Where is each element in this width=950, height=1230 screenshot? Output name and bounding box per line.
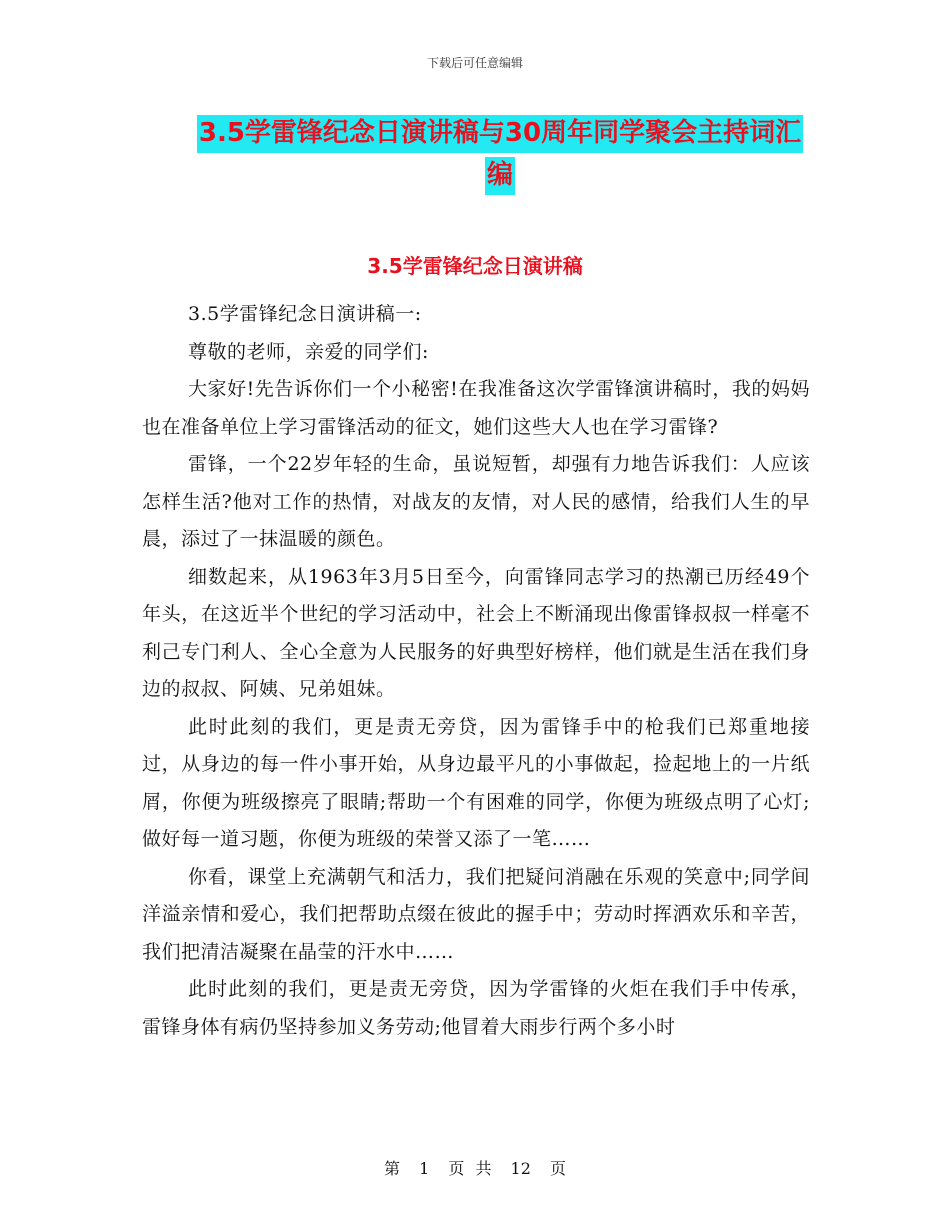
page-footer [0,1156,950,1179]
footer-middle: 页 共 [448,1159,492,1178]
paragraph: 大家好!先告诉你们一个小秘密!在我准备这次学雷锋演讲稿时，我的妈妈也在准备单位上学习雷锋活动的征文，她们这些大人也在学习雷锋? [142,378,810,438]
paragraph: 细数起来，从1963年3月5日至今，向雷锋同志学习的热潮已历经49个年头，在这近半个世纪的学习活动中，社会上不断涌现出像雷锋叔叔一样毫不利己专门利人、全心全意为人民服务的好典型好榜样，他们就是生活在我们身边的叔叔、阿姨、兄弟姐妹。 [142,565,810,700]
header-note: 下载后可任意编辑 [426,56,523,70]
paragraph: 此时此刻的我们，更是责无旁贷，因为雷锋手中的枪我们已郑重地接过，从身边的每一件小事开始，从身边最平凡的小事做起，捡起地上的一片纸屑，你便为班级擦亮了眼睛;帮助一个有困难的同学，你便为班级点明了心灯;做好每一道习题，你便为班级的荣誉又添了一笔…… [142,715,810,850]
section-title: 3.5学雷锋纪念日演讲稿 [367,254,583,278]
footer-prefix: 第 [383,1159,400,1178]
paragraph: 3.5学雷锋纪念日演讲稿一: [188,303,422,325]
footer-total-pages: 12 [510,1159,531,1178]
paragraph: 尊敬的老师，亲爱的同学们: [188,340,429,363]
paragraph: 你看，课堂上充满朝气和活力，我们把疑问消融在乐观的笑意中;同学间洋溢亲情和爱心，我们把帮助点缀在彼此的握手中；劳动时挥洒欢乐和辛苦，我们把清洁凝聚在晶莹的汗水中…… [142,865,810,963]
footer-page-number: 1 [419,1159,430,1178]
paragraph: 此时此刻的我们，更是责无旁贷，因为学雷锋的火炬在我们手中传承，雷锋身体有病仍坚持参加义务劳动;他冒着大雨步行两个多小时 [142,978,810,1038]
paragraph: 雷锋，一个22岁年轻的生命，虽说短暂，却强有力地告诉我们：人应该怎样生活?他对工作的热情，对战友的友情，对人民的感情，给我们人生的早晨，添过了一抹温暖的颜色。 [142,453,810,550]
document-title-text: 3.5学雷锋纪念日演讲稿与30周年同学聚会主持词汇编 [197,115,803,195]
body-text [142,296,810,1046]
document-title [190,112,810,196]
footer-suffix: 页 [550,1159,567,1178]
